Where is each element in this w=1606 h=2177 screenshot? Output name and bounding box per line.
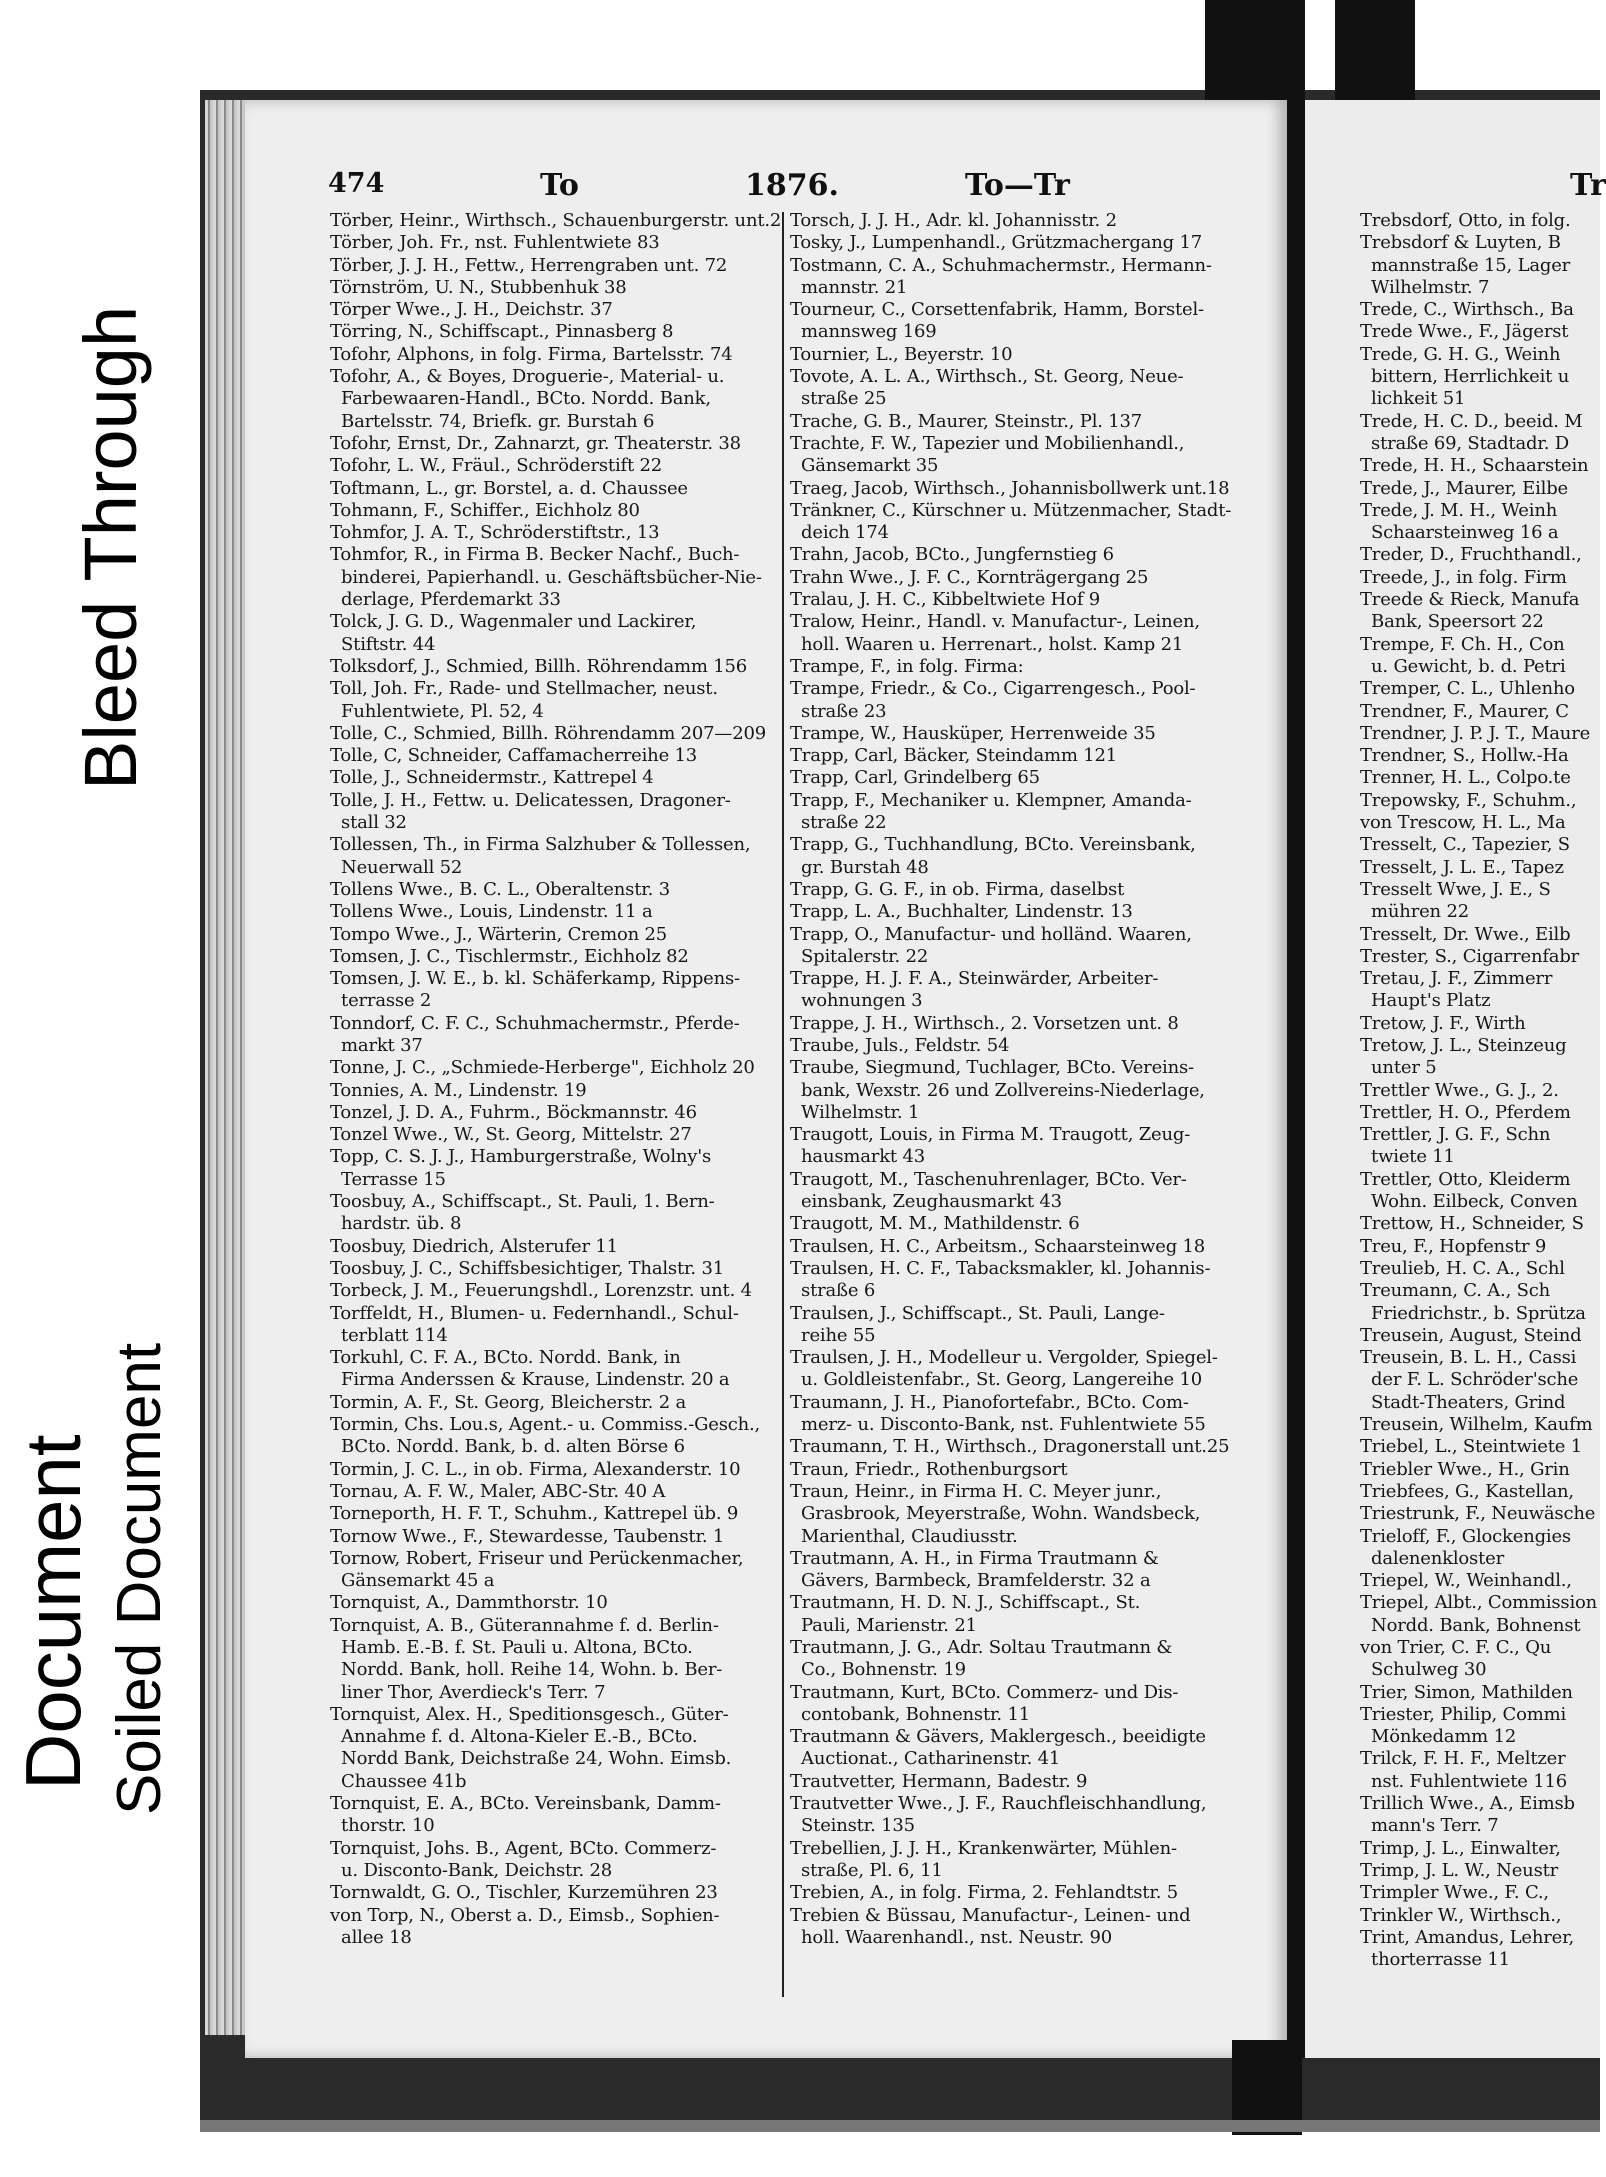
directory-entry: reihe 55 (790, 1324, 876, 1346)
directory-entry: Treusein, Wilhelm, Kaufm (1360, 1414, 1593, 1436)
directory-entry: derlage, Pferdemarkt 33 (330, 589, 561, 611)
directory-entry: Tralow, Heinr., Handl. v. Manufactur-, Leinen, (790, 611, 1200, 633)
scan-dark-bar-top-right (1335, 0, 1415, 105)
directory-entry: Triester, Philip, Commi (1360, 1703, 1567, 1725)
directory-entry: Tornquist, E. A., BCto. Vereinsbank, Damm- (330, 1793, 721, 1815)
directory-entry: Triebfees, G., Kastellan, (1360, 1480, 1574, 1502)
directory-entry: Wilhelmstr. 7 (1360, 276, 1490, 298)
label-bleed-through: Bleed Through (69, 305, 152, 790)
directory-entry: unter 5 (1360, 1057, 1437, 1079)
directory-entry: Wohn. Eilbeck, Conven (1360, 1191, 1578, 1213)
directory-entry: Tournier, L., Beyerstr. 10 (790, 343, 1013, 365)
directory-entry: bittern, Herrlichkeit u (1360, 366, 1570, 388)
directory-entry: hausmarkt 43 (790, 1146, 925, 1168)
directory-entry: Tralau, J. H. C., Kibbeltwiete Hof 9 (790, 589, 1101, 611)
directory-entry: Tretau, J. F., Zimmerr (1360, 968, 1553, 990)
directory-entry: terblatt 114 (330, 1324, 448, 1346)
directory-column-right (790, 210, 1248, 1949)
running-head-next-page: Tr (1570, 168, 1606, 203)
directory-entry: Trester, S., Cigarrenfabr (1360, 945, 1580, 967)
directory-entry: Trettow, H., Schneider, S (1360, 1213, 1584, 1235)
directory-entry: Tosky, J., Lumpenhandl., Grützmachergang 17 (790, 232, 1202, 254)
directory-entry: von Trier, C. F. C., Qu (1360, 1637, 1552, 1658)
directory-entry: Fuhlentwiete, Pl. 52, 4 (330, 700, 544, 722)
directory-entry: Tofohr, Alphons, in folg. Firma, Bartelsstr. 74 (330, 343, 733, 365)
directory-entry: Topp, C. S. J. J., Hamburgerstraße, Wolny's (330, 1146, 712, 1168)
directory-entry: Tonzel Wwe., W., St. Georg, Mittelstr. 27 (330, 1124, 692, 1146)
directory-entry: wohnungen 3 (790, 990, 923, 1012)
directory-entry: Torbeck, J. M., Feuerungshdl., Lorenzstr. unt. 4 (330, 1280, 752, 1302)
directory-entry: Torffeldt, H., Blumen- u. Federnhandl., Schul- (330, 1302, 739, 1324)
directory-entry: Tollens Wwe., B. C. L., Oberaltenstr. 3 (330, 878, 670, 900)
directory-entry: hardstr. üb. 8 (330, 1213, 462, 1235)
directory-entry: Treusein, B. L. H., Cassi (1360, 1347, 1577, 1369)
directory-entry: Steinstr. 135 (790, 1815, 915, 1837)
directory-entry: Auctionat., Catharinenstr. 41 (790, 1748, 1061, 1770)
directory-entry: Tolle, C, Schneider, Caffamacherreihe 13 (330, 745, 698, 767)
directory-entry: Nordd Bank, Deichstraße 24, Wohn. Eimsb. (330, 1748, 732, 1770)
directory-entry: Trampe, Friedr., & Co., Cigarrengesch., Pool- (790, 678, 1196, 700)
directory-entry: contobank, Bohnenstr. 11 (790, 1703, 1030, 1725)
directory-entry: Tresselt, Dr. Wwe., Eilb (1360, 923, 1571, 945)
directory-entry: Treulieb, H. C. A., Schl (1360, 1257, 1565, 1279)
directory-column-next-page (1360, 210, 1600, 1971)
directory-entry: terrasse 2 (330, 990, 432, 1012)
directory-entry: Tohmfor, J. A. T., Schröderstiftstr., 13 (330, 522, 660, 544)
directory-entry: Trautmann & Gävers, Maklergesch., beeidigte (790, 1726, 1206, 1748)
directory-entry: Trautvetter Wwe., J. F., Rauchfleischhandlung, (790, 1793, 1207, 1815)
directory-entry: Tollessen, Th., in Firma Salzhuber & Tollessen, (330, 834, 751, 856)
directory-entry: der F. L. Schröder'sche (1360, 1369, 1579, 1391)
directory-entry: Tornquist, Johs. B., Agent, BCto. Commerz- (330, 1837, 717, 1859)
directory-entry: Stiftstr. 44 (330, 633, 436, 655)
book-gutter (1287, 100, 1305, 2058)
running-head-left: To (540, 168, 579, 203)
directory-entry: Firma Anderssen & Krause, Lindenstr. 20 a (330, 1369, 730, 1391)
directory-entry: Tohmfor, R., in Firma B. Becker Nachf., Buch- (330, 544, 740, 566)
directory-entry: Trimp, J. L., Einwalter, (1360, 1837, 1561, 1859)
directory-entry: Farbewaaren-Handl., BCto. Nordd. Bank, (330, 388, 711, 410)
directory-entry: Tresselt Wwe, J. E., S (1360, 878, 1551, 900)
page-number: 474 (328, 168, 385, 199)
directory-entry: Trinkler W., Wirthsch., (1360, 1904, 1562, 1926)
directory-entry: Trapp, F., Mechaniker u. Klempner, Amanda- (790, 789, 1192, 811)
directory-entry: Trettler, H. O., Pferdem (1360, 1101, 1571, 1123)
directory-entry: Nordd. Bank, holl. Reihe 14, Wohn. b. Ber- (330, 1659, 723, 1681)
directory-entry: Törring, N., Schiffscapt., Pinnasberg 8 (330, 321, 674, 343)
directory-entry: Nordd. Bank, Bohnenst (1360, 1614, 1581, 1636)
directory-entry: Tormin, A. F., St. Georg, Bleicherstr. 2 a (330, 1391, 687, 1413)
directory-entry: Trapp, G. G. F., in ob. Firma, daselbst (790, 878, 1125, 900)
directory-entry: Törper Wwe., J. H., Deichstr. 37 (330, 299, 613, 321)
directory-entry: Trampe, F., in folg. Firma: (790, 655, 1024, 677)
directory-column-left (330, 210, 780, 1949)
directory-entry: twiete 11 (1360, 1146, 1455, 1168)
directory-entry: u. Gewicht, b. d. Petri (1360, 655, 1566, 677)
directory-entry: Toosbuy, A., Schiffscapt., St. Pauli, 1. Bern- (330, 1191, 715, 1213)
directory-entry: Torsch, J. J. H., Adr. kl. Johannisstr. 2 (790, 210, 1117, 231)
directory-entry: markt 37 (330, 1034, 423, 1056)
directory-entry: Treder, D., Fruchthandl., (1360, 544, 1582, 566)
directory-entry: Tornquist, A. B., Güterannahme f. d. Berlin- (330, 1614, 719, 1636)
directory-entry: Treumann, C. A., Sch (1360, 1280, 1551, 1302)
directory-entry: Trettler, Otto, Kleiderm (1360, 1168, 1571, 1190)
directory-entry: Bank, Speersort 22 (1360, 611, 1544, 633)
directory-entry: Trint, Amandus, Lehrer, (1360, 1926, 1575, 1948)
directory-entry: Trebien & Büssau, Manufactur-, Leinen- und (790, 1904, 1191, 1926)
directory-entry: Törnström, U. N., Stubbenhuk 38 (330, 276, 627, 298)
directory-entry: mannstraße 15, Lager (1360, 254, 1571, 276)
directory-entry: merz- u. Disconto-Bank, nst. Fuhlentwiete 55 (790, 1414, 1206, 1436)
directory-entry: Tormin, J. C. L., in ob. Firma, Alexanderstr. 10 (330, 1458, 741, 1480)
directory-entry: Tourneur, C., Corsettenfabrik, Hamm, Borstel- (790, 299, 1204, 321)
directory-entry: Trebsdorf, Otto, in folg. (1360, 210, 1571, 231)
directory-entry: Tornow Wwe., F., Stewardesse, Taubenstr. 1 (330, 1525, 725, 1547)
directory-entry: Stadt-Theaters, Grind (1360, 1391, 1566, 1413)
directory-entry: Trimp, J. L. W., Neustr (1360, 1859, 1559, 1881)
directory-entry: einsbank, Zeughausmarkt 43 (790, 1191, 1062, 1213)
directory-entry: Traun, Heinr., in Firma H. C. Meyer junr., (790, 1480, 1162, 1502)
directory-entry: Triepel, W., Weinhandl., (1360, 1570, 1572, 1592)
directory-entry: stall 32 (330, 812, 407, 834)
directory-entry: Trieloff, F., Glockengies (1360, 1525, 1571, 1547)
directory-entry: Spitalerstr. 22 (790, 945, 929, 967)
directory-entry: Triebel, L., Steintwiete 1 (1360, 1436, 1582, 1458)
directory-entry: Trebien, A., in folg. Firma, 2. Fehlandtstr. 5 (790, 1882, 1179, 1904)
directory-entry: Trede, J., Maurer, Eilbe (1360, 477, 1568, 499)
directory-entry: Treusein, August, Steind (1360, 1324, 1582, 1346)
directory-entry: Tonzel, J. D. A., Fuhrm., Böckmannstr. 46 (330, 1101, 697, 1123)
book-page-edges (205, 100, 245, 2035)
directory-entry: Trilck, F. H. F., Meltzer (1360, 1748, 1566, 1770)
directory-entry: Mönkedamm 12 (1360, 1726, 1517, 1748)
directory-entry: Triepel, Albt., Commission (1360, 1592, 1598, 1614)
directory-entry: Tornau, A. F. W., Maler, ABC-Str. 40 A (330, 1480, 666, 1502)
directory-entry: Trachte, F. W., Tapezier und Mobilienhandl., (790, 432, 1185, 454)
directory-entry: thorstr. 10 (330, 1815, 435, 1837)
directory-entry: Trenner, H. L., Colpo.te (1360, 767, 1571, 789)
directory-entry: Traumann, J. H., Pianofortefabr., BCto. Com- (790, 1391, 1189, 1413)
directory-entry: Treu, F., Hopfenstr 9 (1360, 1235, 1547, 1257)
directory-entry: Tolle, J. H., Fettw. u. Delicatessen, Dragoner- (330, 789, 731, 811)
directory-entry: mann's Terr. 7 (1360, 1815, 1499, 1837)
directory-entry: holl. Waaren u. Herrenart., holst. Kamp 21 (790, 633, 1184, 655)
directory-entry: allee 18 (330, 1926, 412, 1948)
directory-entry: Trapp, O., Manufactur- und holländ. Waaren, (790, 923, 1192, 945)
scan-bottom-edge (200, 2120, 1600, 2132)
directory-entry: Trendner, F., Maurer, C (1360, 700, 1569, 722)
directory-entry: Wilhelmstr. 1 (790, 1101, 920, 1123)
directory-entry: Marienthal, Claudiusstr. (790, 1525, 1018, 1547)
directory-entry: Chaussee 41b (330, 1770, 467, 1792)
directory-entry: Friedrichstr., b. Sprütza (1360, 1302, 1586, 1324)
directory-entry: Trede, J. M. H., Weinh (1360, 499, 1558, 521)
directory-entry: dalenenkloster (1360, 1547, 1504, 1569)
directory-entry: Haupt's Platz (1360, 990, 1491, 1012)
directory-entry: Tomsen, J. C., Tischlermstr., Eichholz 82 (330, 945, 689, 967)
directory-entry: straße 6 (790, 1280, 876, 1302)
directory-entry: Trede, H. C. D., beeid. M (1360, 410, 1583, 432)
directory-entry: Tresselt, J. L. E., Tapez (1360, 856, 1564, 878)
directory-entry: Treede, J., in folg. Firm (1360, 566, 1567, 588)
directory-entry: liner Thor, Averdieck's Terr. 7 (330, 1681, 606, 1703)
directory-entry: Toll, Joh. Fr., Rade- und Stellmacher, neust. (330, 678, 718, 700)
directory-entry: Trappe, J. H., Wirthsch., 2. Vorsetzen unt. 8 (790, 1012, 1179, 1034)
directory-entry: Trempe, F. Ch. H., Con (1360, 633, 1565, 655)
directory-entry: Gänsemarkt 45 a (330, 1570, 495, 1592)
directory-entry: lichkeit 51 (1360, 388, 1466, 410)
directory-entry: Torneporth, H. F. T., Schuhm., Kattrepel üb. 9 (330, 1503, 739, 1525)
directory-entry: Trache, G. B., Maurer, Steinstr., Pl. 137 (790, 410, 1143, 432)
directory-entry: Tresselt, C., Tapezier, S (1360, 834, 1570, 856)
directory-entry: straße 69, Stadtadr. D (1360, 432, 1570, 454)
directory-entry: Trede, H. H., Schaarstein (1360, 455, 1589, 477)
directory-entry: Törber, Joh. Fr., nst. Fuhlentwiete 83 (330, 232, 660, 254)
directory-entry: thorterrasse 11 (1360, 1949, 1510, 1971)
directory-entry: Trautmann, H. D. N. J., Schiffscapt., St. (790, 1592, 1141, 1614)
directory-entry: Toftmann, L., gr. Borstel, a. d. Chaussee (330, 477, 688, 499)
directory-entry: Terrasse 15 (330, 1168, 446, 1190)
directory-entry: Annahme f. d. Altona-Kieler E.-B., BCto. (330, 1726, 698, 1748)
directory-entry: Trettler Wwe., G. J., 2. (1360, 1079, 1559, 1101)
directory-entry: Trautmann, Kurt, BCto. Commerz- und Dis- (790, 1681, 1179, 1703)
directory-entry: Trendner, S., Hollw.-Ha (1360, 745, 1569, 767)
directory-entry: mannsweg 169 (790, 321, 937, 343)
directory-entry: Tonne, J. C., „Schmiede-Herberge", Eichholz 20 (330, 1057, 755, 1079)
directory-entry: Tornquist, Alex. H., Speditionsgesch., Güter- (330, 1703, 729, 1725)
directory-entry: Trier, Simon, Mathilden (1360, 1681, 1573, 1703)
scan-dark-bar-top (1205, 0, 1305, 105)
directory-entry: Traugott, Louis, in Firma M. Traugott, Zeug- (790, 1124, 1191, 1146)
directory-entry: von Trescow, H. L., Ma (1360, 812, 1566, 834)
directory-entry: Tohmann, F., Schiffer., Eichholz 80 (330, 499, 640, 521)
directory-entry: Traugott, M. M., Mathildenstr. 6 (790, 1213, 1080, 1235)
label-document: Document (9, 1434, 97, 1790)
directory-entry: mühren 22 (1360, 901, 1469, 923)
directory-entry: Trahn Wwe., J. F. C., Kornträgergang 25 (790, 566, 1149, 588)
directory-entry: Toosbuy, Diedrich, Alsterufer 11 (330, 1235, 618, 1257)
directory-entry: mannstr. 21 (790, 276, 908, 298)
directory-entry: Co., Bohnenstr. 19 (790, 1659, 966, 1681)
directory-entry: gr. Burstah 48 (790, 856, 929, 878)
directory-entry: Traube, Juls., Feldstr. 54 (790, 1034, 1010, 1056)
directory-entry: Trapp, L. A., Buchhalter, Lindenstr. 13 (790, 901, 1133, 923)
directory-entry: u. Goldleistenfabr., St. Georg, Langereihe 10 (790, 1369, 1202, 1391)
directory-entry: Traulsen, J., Schiffscapt., St. Pauli, Lange- (790, 1302, 1165, 1324)
directory-entry: holl. Waarenhandl., nst. Neustr. 90 (790, 1926, 1112, 1948)
directory-entry: Tormin, Chs. Lou.s, Agent.- u. Commiss.-Gesch., (330, 1414, 761, 1436)
directory-entry: Gänsemarkt 35 (790, 455, 939, 477)
directory-entry: Hamb. E.-B. f. St. Pauli u. Altona, BCto. (330, 1637, 693, 1658)
directory-entry: Tonndorf, C. F. C., Schuhmachermstr., Pferde- (330, 1012, 740, 1034)
directory-entry: Triestrunk, F., Neuwäsche (1360, 1503, 1596, 1525)
running-head-year: 1876. (745, 168, 839, 203)
directory-entry: Tovote, A. L. A., Wirthsch., St. Georg, Neue- (790, 366, 1184, 388)
directory-entry: Tornow, Robert, Friseur und Perückenmacher, (330, 1547, 744, 1569)
directory-entry: Schulweg 30 (1360, 1659, 1487, 1681)
directory-entry: Törber, J. J. H., Fettw., Herrengraben unt. 72 (330, 254, 728, 276)
directory-entry: Trendner, J. P. J. T., Maure (1360, 722, 1591, 744)
directory-entry: Trautvetter, Hermann, Badestr. 9 (790, 1770, 1088, 1792)
directory-entry: straße 25 (790, 388, 887, 410)
directory-entry: Tornquist, A., Dammthorstr. 10 (330, 1592, 608, 1614)
directory-entry: Tolle, J., Schneidermstr., Kattrepel 4 (330, 767, 654, 789)
directory-entry: Traube, Siegmund, Tuchlager, BCto. Vereins- (790, 1057, 1194, 1079)
directory-entry: Tolck, J. G. D., Wagenmaler und Lackirer, (330, 611, 697, 633)
directory-entry: Trebellien, J. J. H., Krankenwärter, Mühlen- (790, 1837, 1177, 1859)
directory-entry: Trappe, H. J. F. A., Steinwärder, Arbeiter- (790, 968, 1159, 990)
directory-entry: straße 22 (790, 812, 887, 834)
directory-entry: Traulsen, H. C., Arbeitsm., Schaarsteinweg 18 (790, 1235, 1206, 1257)
directory-entry: Trillich Wwe., A., Eimsb (1360, 1793, 1575, 1815)
directory-entry: Trepowsky, F., Schuhm., (1360, 789, 1577, 811)
directory-entry: Neuerwall 52 (330, 856, 463, 878)
directory-entry: von Torp, N., Oberst a. D., Eimsb., Sophien- (330, 1904, 720, 1926)
directory-entry: Traeg, Jacob, Wirthsch., Johannisbollwerk unt.18 (790, 477, 1230, 499)
directory-entry: Traugott, M., Taschenuhrenlager, BCto. Ver- (790, 1168, 1187, 1190)
directory-entry: Trede Wwe., F., Jägerst (1360, 321, 1569, 343)
directory-entry: deich 174 (790, 522, 889, 544)
directory-entry: Trahn, Jacob, BCto., Jungfernstieg 6 (790, 544, 1114, 566)
directory-entry: binderei, Papierhandl. u. Geschäftsbücher-Nie- (330, 566, 762, 588)
directory-entry: Tofohr, A., & Boyes, Droguerie-, Material- u. (330, 366, 725, 388)
directory-entry: Tollens Wwe., Louis, Lindenstr. 11 a (330, 901, 653, 923)
directory-entry: Trede, C., Wirthsch., Ba (1360, 299, 1574, 321)
directory-entry: Bartelsstr. 74, Briefk. gr. Burstah 6 (330, 410, 655, 432)
directory-entry: bank, Wexstr. 26 und Zollvereins-Niederlage, (790, 1079, 1205, 1101)
directory-entry: straße, Pl. 6, 11 (790, 1859, 943, 1881)
directory-entry: BCto. Nordd. Bank, b. d. alten Börse 6 (330, 1436, 685, 1458)
directory-entry: Trapp, Carl, Bäcker, Steindamm 121 (790, 745, 1118, 767)
directory-entry: Traumann, T. H., Wirthsch., Dragonerstall unt.25 (790, 1436, 1230, 1458)
directory-entry: Trautmann, J. G., Adr. Soltau Trautmann & (790, 1637, 1173, 1658)
directory-entry: Trettler, J. G. F., Schn (1360, 1124, 1551, 1146)
directory-entry: nst. Fuhlentwiete 116 (1360, 1770, 1568, 1792)
directory-entry: Trimpler Wwe., F. C., (1360, 1882, 1549, 1904)
directory-entry: Trede, G. H. G., Weinh (1360, 343, 1561, 365)
directory-entry: Tremper, C. L., Uhlenho (1360, 678, 1575, 700)
directory-entry: Tomsen, J. W. E., b. kl. Schäferkamp, Rippens- (330, 968, 740, 990)
directory-entry: Tornwaldt, G. O., Tischler, Kurzemühren 23 (330, 1882, 718, 1904)
directory-entry: Triebler Wwe., H., Grin (1360, 1458, 1570, 1480)
running-head-right: To—Tr (965, 168, 1070, 203)
directory-entry: Tofohr, L. W., Fräul., Schröderstift 22 (330, 455, 663, 477)
column-divider (782, 212, 784, 1997)
directory-entry: Tretow, J. L., Steinzeug (1360, 1034, 1567, 1056)
directory-entry: Tostmann, C. A., Schuhmachermstr., Hermann- (790, 254, 1212, 276)
directory-entry: Tretow, J. F., Wirth (1360, 1012, 1526, 1034)
directory-entry: Tofohr, Ernst, Dr., Zahnarzt, gr. Theaterstr. 38 (330, 432, 741, 454)
directory-entry: Torkuhl, C. F. A., BCto. Nordd. Bank, in (330, 1347, 681, 1369)
directory-entry: Tolle, C., Schmied, Billh. Röhrendamm 207—209 (330, 722, 766, 744)
directory-entry: Traun, Friedr., Rothenburgsort (790, 1458, 1068, 1480)
directory-entry: Trautmann, A. H., in Firma Trautmann & (790, 1547, 1159, 1569)
directory-entry: Traulsen, J. H., Modelleur u. Vergolder, Spiegel- (790, 1347, 1218, 1369)
directory-entry: Tonnies, A. M., Lindenstr. 19 (330, 1079, 587, 1101)
directory-entry: Trapp, Carl, Grindelberg 65 (790, 767, 1040, 789)
directory-entry: Trampe, W., Hausküper, Herrenweide 35 (790, 722, 1156, 744)
directory-entry: Tompo Wwe., J., Wärterin, Cremon 25 (330, 923, 668, 945)
directory-entry: Tolksdorf, J., Schmied, Billh. Röhrendamm 156 (330, 655, 748, 677)
directory-entry: straße 23 (790, 700, 887, 722)
directory-entry: u. Disconto-Bank, Deichstr. 28 (330, 1859, 613, 1881)
directory-entry: Tränkner, C., Kürschner u. Mützenmacher, Stadt- (790, 499, 1232, 521)
directory-entry: Grasbrook, Meyerstraße, Wohn. Wandsbeck, (790, 1503, 1201, 1525)
directory-entry: Trebsdorf & Luyten, B (1360, 232, 1561, 254)
directory-entry: Törber, Heinr., Wirthsch., Schauenburgerstr. unt.2 (330, 210, 782, 231)
directory-entry: Pauli, Marienstr. 21 (790, 1614, 977, 1636)
directory-entry: Gävers, Barmbeck, Bramfelderstr. 32 a (790, 1570, 1151, 1592)
directory-entry: Schaarsteinweg 16 a (1360, 522, 1559, 544)
directory-entry: Treede & Rieck, Manufa (1360, 589, 1580, 611)
directory-entry: Traulsen, H. C. F., Tabacksmakler, kl. Johannis- (790, 1257, 1211, 1279)
directory-entry: Toosbuy, J. C., Schiffsbesichtiger, Thalstr. 31 (330, 1257, 724, 1279)
directory-entry: Trapp, G., Tuchhandlung, BCto. Vereinsbank, (790, 834, 1196, 856)
label-soiled-document: Soiled Document (105, 1342, 174, 1815)
